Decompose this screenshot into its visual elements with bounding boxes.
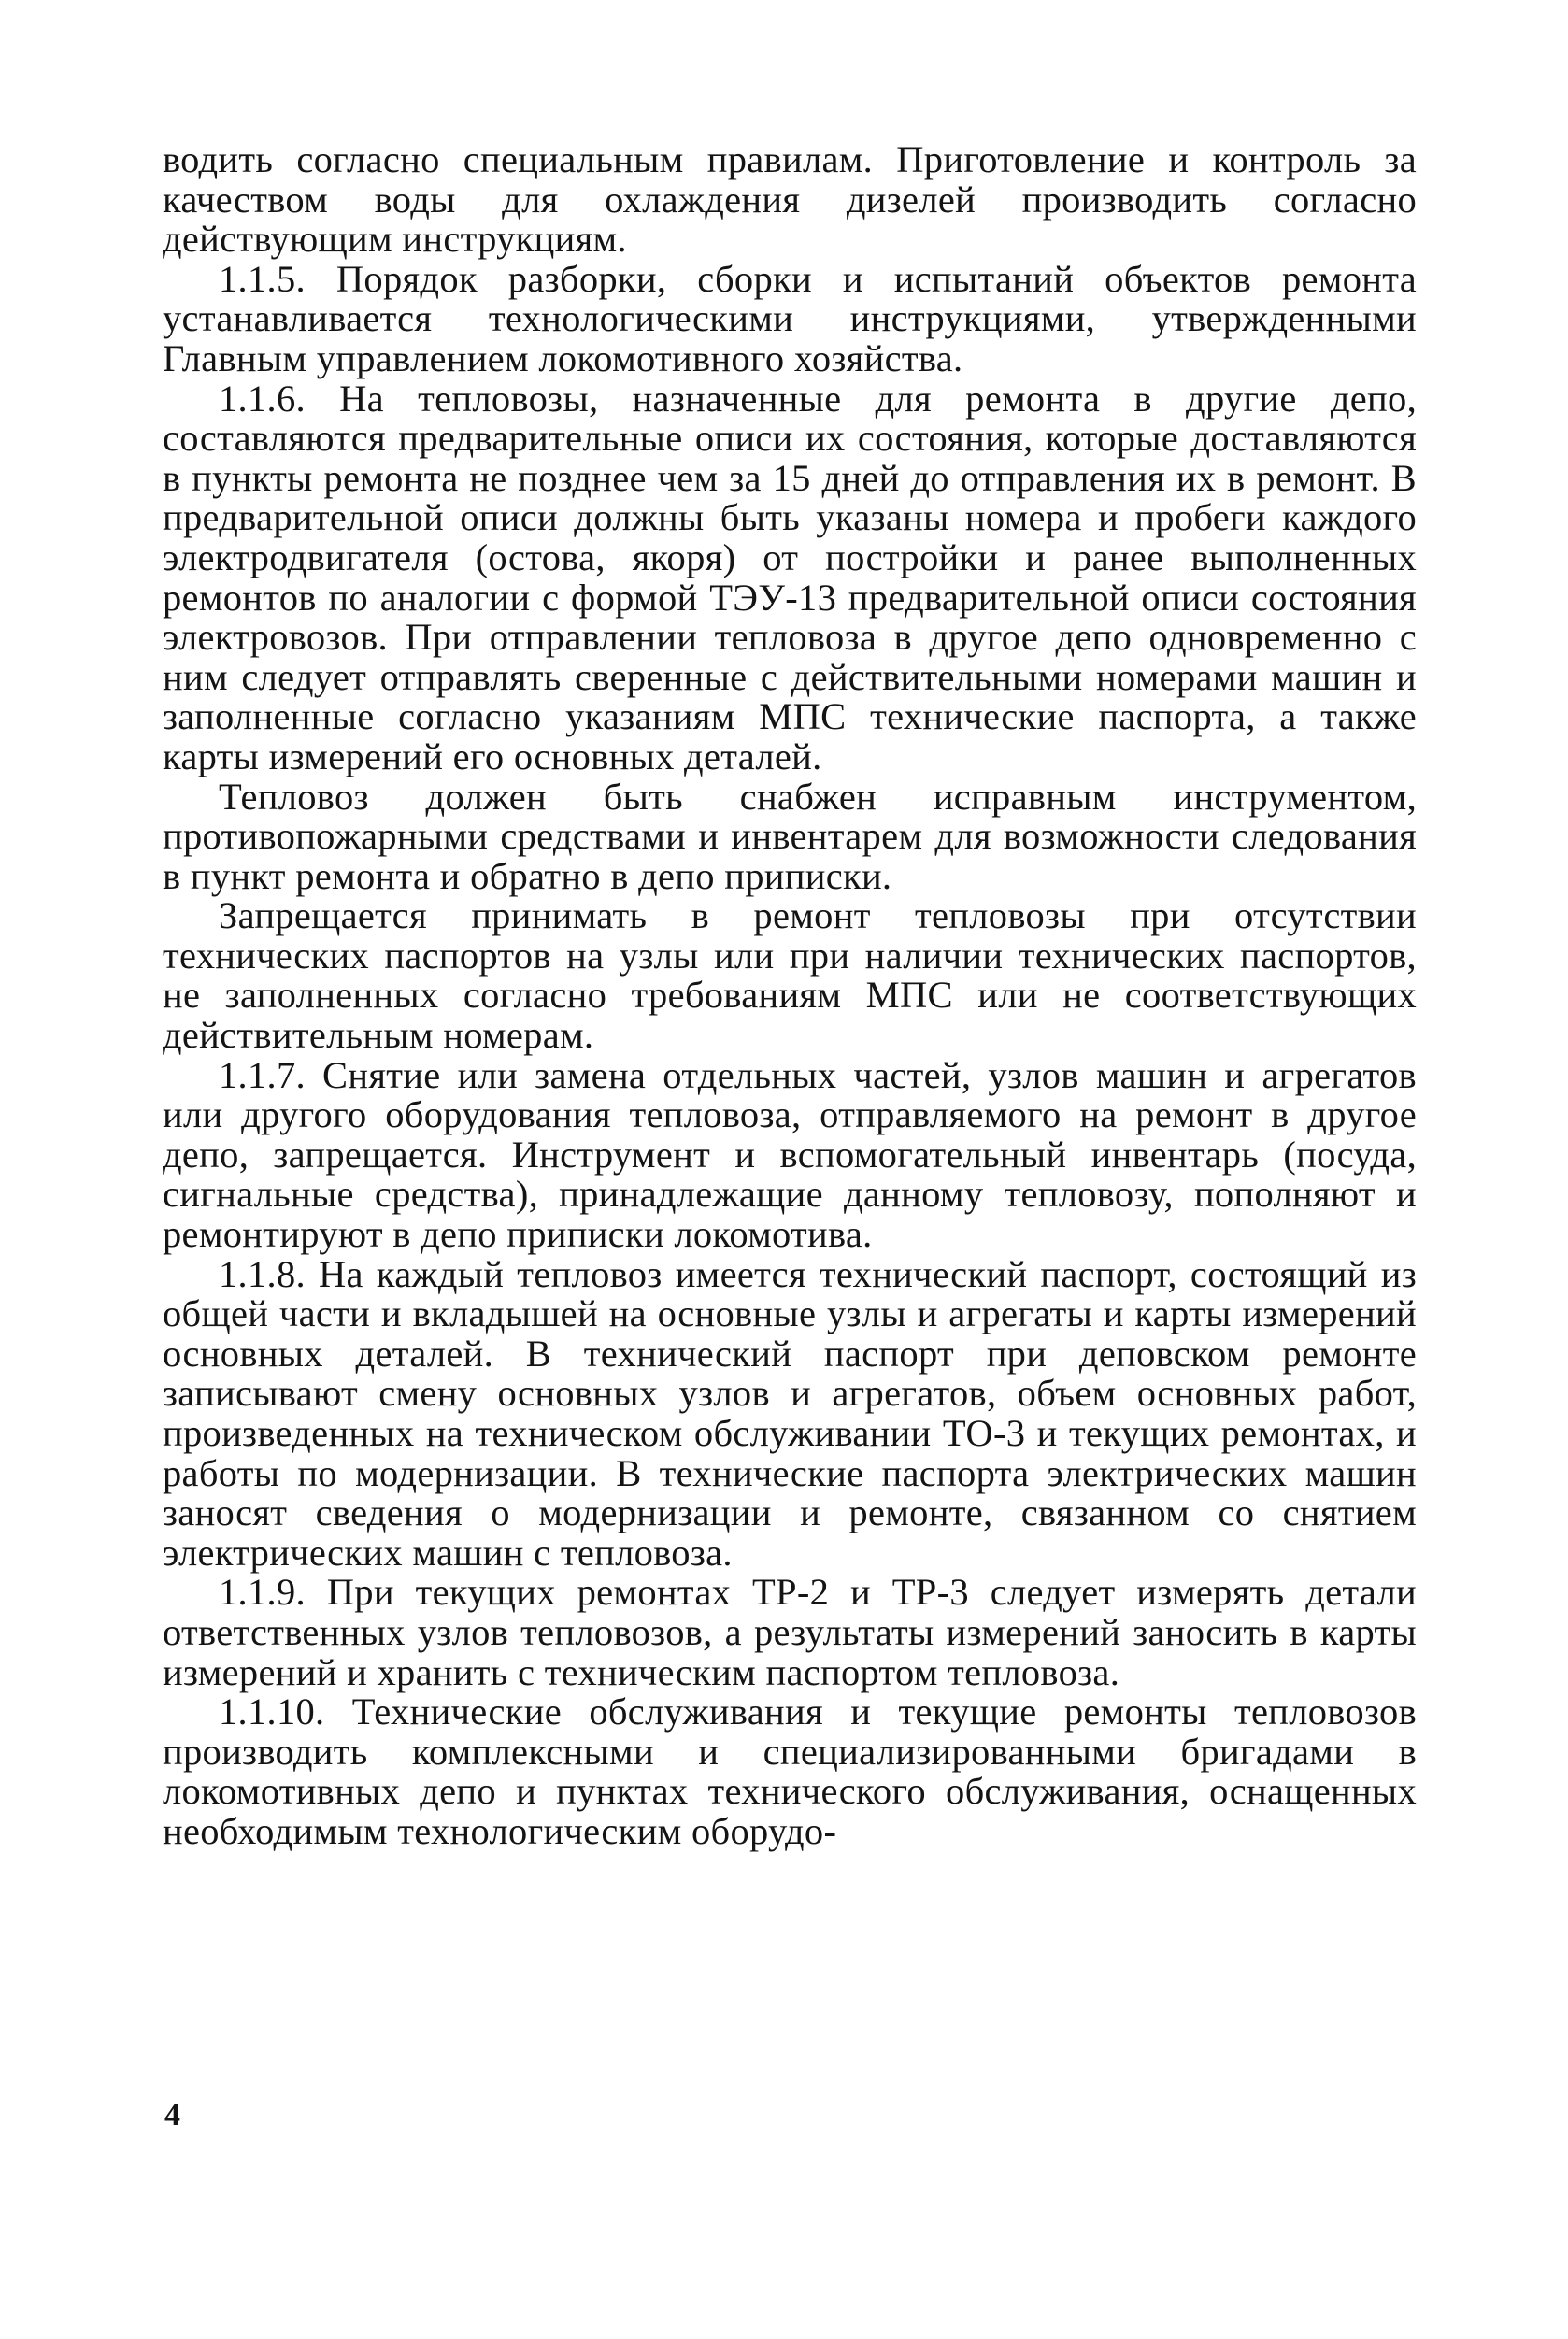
page-number: 4 (164, 2098, 180, 2132)
paragraph-1-1-10: 1.1.10. Технические обслуживания и текущие ремонты тепловозов производить комплексными и специализированными бригадами в локомотивных депо и пунктах технического обслуживания, оснащенных необходимым технологическим оборудо- (163, 1690, 1417, 1852)
paragraph-1-1-8: 1.1.8. На каждый тепловоз имеется технический паспорт, состоящий из общей части и вкладышей на основные узлы и агрегаты и карты измерений основных деталей. В технический паспорт при деповском ремонте записывают смену основных узлов и агрегатов, объем основных работ, произведенных на техническом обслуживании ТО-3 и текущих ремонтах, и работы по модернизации. В технические паспорта электрических машин заносят сведения о модернизации и ремонте, связанном со снятием электрических машин с тепловоза. (163, 1252, 1417, 1574)
paragraph-equipment: Тепловоз должен быть снабжен исправным инструментом, противопожарными средствами и инвентарем для возможности следования в пункт ремонта и обратно в депо приписки. (163, 775, 1417, 897)
page-body (163, 140, 1417, 1852)
paragraph-prohibition: Запрещается принимать в ремонт тепловозы при отсутствии технических паспортов на узлы или при наличии технических паспортов, не заполненных согласно требованиям МПС или не соответствующих действительным номерам. (163, 894, 1417, 1057)
paragraph-continuation: водить согласно специальным правилам. Приготовление и контроль за качеством воды для охлаждения дизелей производить согласно действующим инструкциям. (163, 138, 1417, 261)
paragraph-1-1-6: 1.1.6. На тепловозы, назначенные для ремонта в другие депо, составляются предварительные описи их состояния, которые доставляются в пункты ремонта не позднее чем за 15 дней до отправления их в ремонт. В предварительной описи должны быть указаны номера и пробеги каждого электродвигателя (остова, якоря) от постройки и ранее выполненных ремонтов по аналогии с формой ТЭУ-13 предварительной описи состояния электровозов. При отправлении тепловоза в другое депо одновременно с ним следует отправлять сверенные с действительными номерами машин и заполненные согласно указаниям МПС технические паспорта, а также карты измерений его основных деталей. (163, 377, 1417, 777)
paragraph-1-1-5: 1.1.5. Порядок разборки, сборки и испытаний объектов ремонта устанавливается технологическими инструкциями, утвержденными Главным управлением локомотивного хозяйства. (163, 257, 1417, 379)
paragraph-1-1-7: 1.1.7. Снятие или замена отдельных частей, узлов машин и агрегатов или другого оборудования тепловоза, отправляемого на ремонт в другое депо, запрещается. Инструмент и вспомогательный инвентарь (посуда, сигнальные средства), принадлежащие данному тепловозу, пополняют и ремонтируют в депо приписки локомотива. (163, 1053, 1417, 1256)
paragraph-1-1-9: 1.1.9. При текущих ремонтах ТР-2 и ТР-3 следует измерять детали ответственных узлов тепловозов, а результаты измерений заносить в карты измерений и хранить с техническим паспортом тепловоза. (163, 1571, 1417, 1693)
